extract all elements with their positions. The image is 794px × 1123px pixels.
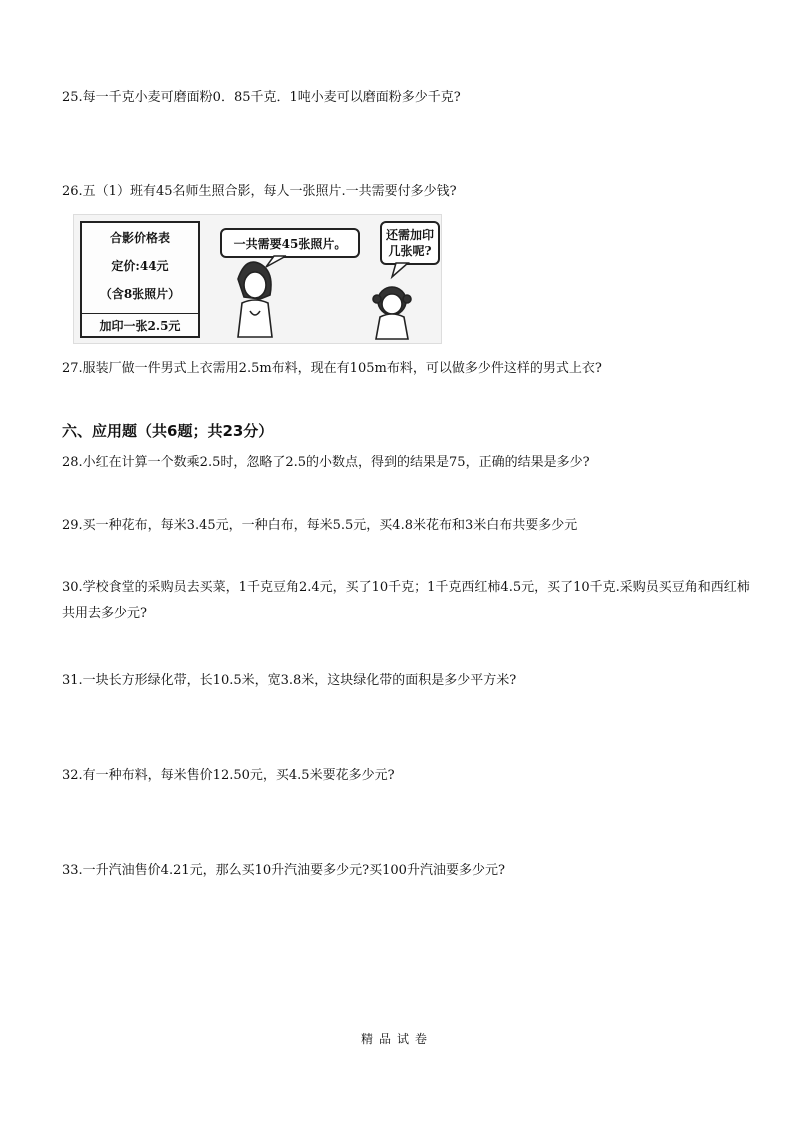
section-six-title: 六、应用题（共6题；共23分） (62, 422, 274, 440)
speech-bubble-right: 还需加印几张呢? (380, 221, 440, 265)
price-table-extra: 加印一张2.5元 (82, 313, 198, 334)
page-footer: 精品试卷 (360, 1032, 433, 1046)
question-25: 25.每一千克小麦可磨面粉0．85千克．1吨小麦可以磨面粉多少千克? (62, 90, 461, 105)
price-table-title: 合影价格表 (109, 231, 170, 245)
teacher-figure-icon (74, 215, 441, 343)
question-33: 33.一升汽油售价4.21元，那么买10升汽油要多少元?买100升汽油要多少元? (62, 863, 505, 878)
speech-bubble-left: 一共需要45张照片。 (220, 228, 360, 258)
question-27: 27.服装厂做一件男式上衣需用2.5m布料，现在有105m布料，可以做多少件这样的男式上衣? (62, 361, 602, 376)
question-26: 26.五（1）班有45名师生照合影，每人一张照片.一共需要付多少钱? (62, 184, 457, 199)
question-30: 30.学校食堂的采购员去买菜，1千克豆角2.4元，买了10千克；1千克西红柿4.5元，买了10千克.采购员买豆角和西红柿共用去多少元? (62, 580, 750, 621)
question-29: 29.买一种花布，每米3.45元，一种白布，每米5.5元，买4.8米花布和3米白布共要多少元 (62, 518, 578, 533)
photo-illustration (73, 214, 442, 344)
question-32: 32.有一种布料，每米售价12.50元，买4.5米要花多少元? (62, 768, 395, 783)
price-table-includes: （含8张照片） (99, 287, 181, 301)
question-28: 28.小红在计算一个数乘2.5时，忽略了2.5的小数点，得到的结果是75，正确的结果是多少? (62, 455, 590, 470)
price-table-price: 定价:44元 (111, 259, 169, 273)
question-31: 31.一块长方形绿化带，长10.5米，宽3.8米，这块绿化带的面积是多少平方米? (62, 673, 517, 688)
